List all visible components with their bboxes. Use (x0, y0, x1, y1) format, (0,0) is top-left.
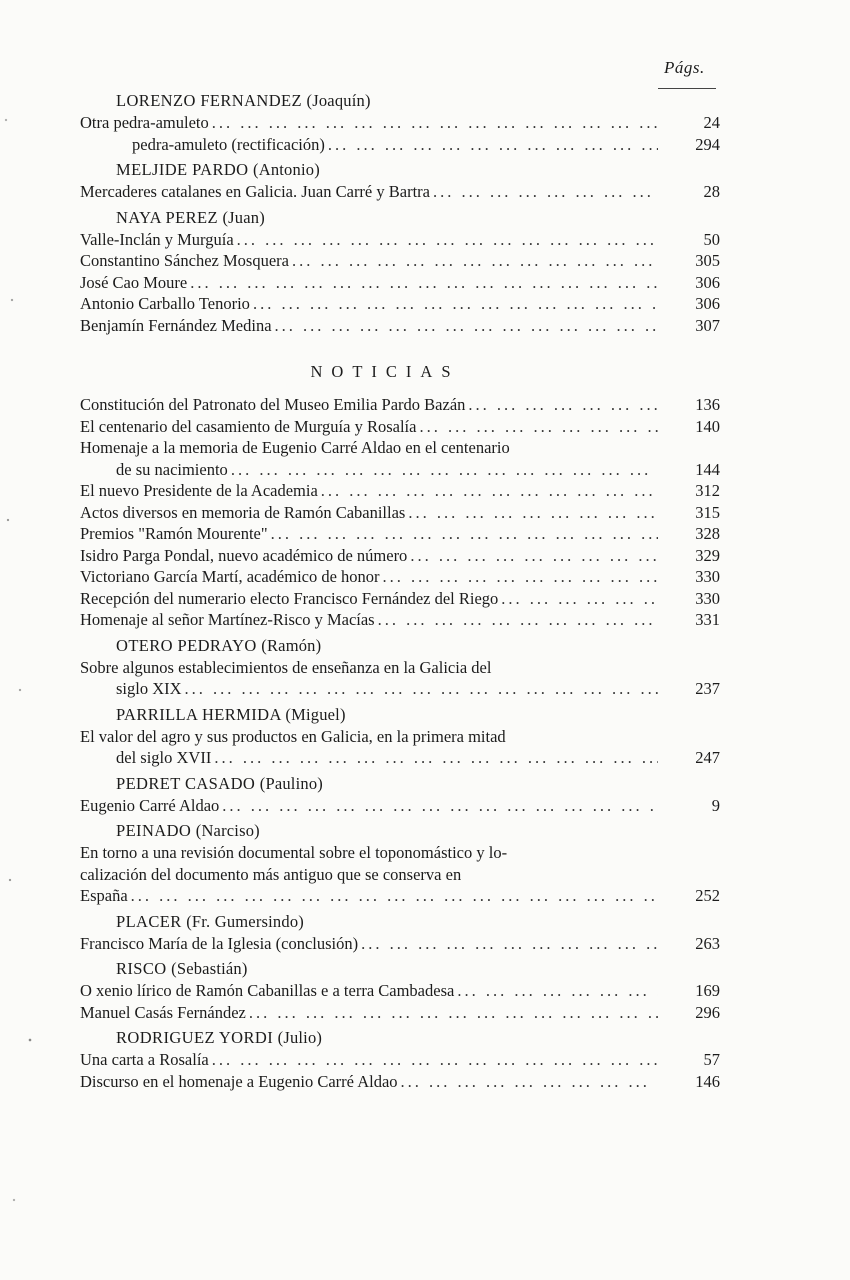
author-surname: LORENZO FERNANDEZ (116, 91, 302, 110)
scan-margin-specks (0, 0, 40, 1280)
entry-title: España (80, 886, 128, 905)
author-heading (116, 90, 720, 112)
noticias-heading: NOTICIAS (310, 362, 460, 381)
entry-continuation (80, 459, 720, 481)
entry-page: 296 (695, 1002, 720, 1022)
dot-leader (131, 885, 658, 907)
author-surname: RODRIGUEZ YORDI (116, 1028, 274, 1047)
dot-leader (408, 502, 658, 524)
entry-page: 307 (695, 315, 720, 335)
author-surname: PARRILLA HERMIDA (116, 704, 281, 724)
entry-title-line: El valor del agro y sus productos en Galicia, en la primera mitad (80, 726, 506, 746)
entry-page: 315 (695, 502, 720, 522)
entry-title: Francisco María de la Iglesia (conclusión) (80, 933, 359, 953)
dot-leader (328, 134, 658, 156)
author-given-name: (Juan) (222, 207, 265, 227)
dot-leader (292, 250, 658, 272)
dot-leader (253, 293, 658, 315)
index-entry (80, 545, 720, 567)
entry-continuation (80, 678, 720, 700)
dot-leader (222, 795, 658, 817)
entry-page: 24 (703, 113, 720, 132)
entry-page: 330 (695, 588, 720, 608)
dot-leader (190, 272, 658, 294)
entry-continuation (80, 747, 720, 769)
index-entry (80, 795, 720, 817)
entry-page: 312 (695, 481, 720, 500)
index-entry (80, 933, 720, 955)
author-given-name: (Julio) (277, 1028, 323, 1047)
author-given-name: (Joaquín) (306, 91, 371, 110)
index-entry (80, 416, 720, 438)
dot-leader (271, 523, 658, 545)
entry-page: 140 (695, 416, 720, 436)
entry-page: 306 (695, 272, 720, 292)
author-surname: OTERO PEDRAYO (116, 635, 257, 655)
index-entry (80, 502, 720, 524)
entry-page: 329 (695, 545, 720, 565)
index-entry (80, 1002, 720, 1024)
entry-title: Homenaje al señor Martínez-Risco y Macías (80, 610, 375, 629)
index-entry (80, 134, 720, 156)
author-surname: PEDRET CASADO (116, 773, 256, 793)
entry-title-line: En torno a una revisión documental sobre el toponomástico y lo- (80, 843, 508, 862)
author-surname: PEINADO (116, 821, 192, 840)
entry-title: Eugenio Carré Aldao (80, 795, 220, 815)
index-content (80, 86, 720, 1092)
entry-continuation (80, 885, 720, 907)
entry-title: Isidro Parga Pondal, nuevo académico de número (80, 545, 408, 565)
pages-column-label: Págs. (664, 58, 705, 77)
index-entry (80, 566, 720, 588)
dot-leader (410, 545, 658, 567)
entry-page: 169 (695, 981, 720, 1000)
dot-leader (457, 980, 658, 1002)
entry-page: 305 (695, 251, 720, 270)
entry-title: Mercaderes catalanes en Galicia. Juan Carré y Bartra (80, 182, 430, 201)
index-entry (80, 272, 720, 294)
index-entry-multiline (80, 842, 720, 907)
entry-title: Recepción del numerario electo Francisco Fernández del Riego (80, 588, 499, 608)
author-given-name: (Sebastián) (171, 959, 248, 978)
index-entry (80, 394, 720, 416)
dot-leader (419, 416, 658, 438)
index-entry-multiline (80, 726, 720, 769)
dot-leader (212, 112, 658, 134)
entry-page: 57 (703, 1050, 720, 1069)
index-entry-multiline (80, 657, 720, 700)
dot-leader (433, 181, 658, 203)
entry-title-line: calización del documento más antiguo que se conserva en (80, 864, 462, 884)
entry-title: Victoriano García Martí, académico de honor (80, 567, 380, 586)
index-entry-multiline (80, 437, 720, 480)
dot-leader (501, 588, 658, 610)
entry-page: 237 (695, 679, 720, 698)
dot-leader (212, 1049, 658, 1071)
entry-title: Constitución del Patronato del Museo Emilia Pardo Bazán (80, 395, 466, 414)
entry-title: del siglo XVII (116, 748, 212, 767)
index-entry (80, 181, 720, 203)
dot-leader (383, 566, 658, 588)
entry-title: siglo XIX (116, 679, 182, 698)
entry-title: Premios "Ramón Mourente" (80, 524, 268, 543)
entry-page: 146 (695, 1071, 720, 1091)
author-given-name: (Narciso) (195, 821, 260, 840)
entry-title: Benjamín Fernández Medina (80, 315, 272, 335)
dot-leader (214, 747, 658, 769)
author-given-name: (Paulino) (259, 773, 323, 793)
entry-title: Discurso en el homenaje a Eugenio Carré Aldao (80, 1071, 398, 1091)
entry-page: 294 (695, 134, 720, 154)
author-heading (116, 773, 720, 795)
author-surname: PLACER (116, 911, 182, 931)
entry-title: El centenario del casamiento de Murguía y Rosalía (80, 416, 417, 436)
entry-title: José Cao Moure (80, 272, 188, 292)
author-given-name: (Miguel) (285, 704, 346, 724)
entry-title: pedra-amuleto (rectificación) (132, 134, 325, 154)
entry-page: 247 (695, 748, 720, 767)
index-entry (80, 480, 720, 502)
entry-title: Manuel Casás Fernández (80, 1002, 246, 1022)
index-entry (80, 1049, 720, 1071)
entry-title: Otra pedra-amuleto (80, 113, 209, 132)
entry-title: O xenio lírico de Ramón Cabanillas e a terra Cambadesa (80, 981, 455, 1000)
index-entry (80, 229, 720, 251)
entry-title: El nuevo Presidente de la Academia (80, 481, 318, 500)
index-entry (80, 980, 720, 1002)
author-heading (116, 635, 720, 657)
entry-page: 330 (695, 567, 720, 586)
author-heading (116, 958, 720, 980)
entry-page: 144 (695, 459, 720, 479)
author-heading (116, 704, 720, 726)
entry-page: 9 (711, 795, 720, 815)
index-entry (80, 315, 720, 337)
entry-page: 306 (695, 294, 720, 313)
index-entry (80, 293, 720, 315)
author-heading (116, 911, 720, 933)
index-entry (80, 588, 720, 610)
entry-title: Constantino Sánchez Mosquera (80, 251, 289, 270)
index-entry (80, 112, 720, 134)
entry-title: Una carta a Rosalía (80, 1050, 209, 1069)
dot-leader (185, 678, 658, 700)
author-surname: NAYA PEREZ (116, 207, 218, 227)
entry-page: 252 (695, 886, 720, 905)
entry-title: Valle-Inclán y Murguía (80, 229, 234, 249)
dot-leader (321, 480, 658, 502)
author-heading (116, 1027, 720, 1049)
entry-page: 331 (695, 610, 720, 629)
author-heading (116, 159, 720, 181)
author-given-name: (Antonio) (253, 160, 320, 179)
entry-page: 28 (703, 182, 720, 201)
entry-page: 263 (695, 933, 720, 953)
entry-title-line: Sobre algunos establecimientos de enseñanza en la Galicia del (80, 657, 492, 677)
author-given-name: (Fr. Gumersindo) (186, 911, 304, 931)
author-surname: MELJIDE PARDO (116, 160, 249, 179)
dot-leader (231, 459, 658, 481)
index-entry (80, 609, 720, 631)
entry-title: Actos diversos en memoria de Ramón Cabanillas (80, 502, 406, 522)
dot-leader (237, 229, 658, 251)
index-entry (80, 523, 720, 545)
dot-leader (468, 394, 658, 416)
dot-leader (361, 933, 658, 955)
entry-page: 328 (695, 524, 720, 543)
entry-page: 50 (703, 229, 720, 249)
entry-page: 136 (695, 395, 720, 414)
author-heading (116, 820, 720, 842)
index-entry (80, 1071, 720, 1093)
dot-leader (275, 315, 658, 337)
author-heading (116, 207, 720, 229)
entry-title: Antonio Carballo Tenorio (80, 294, 250, 313)
dot-leader (401, 1071, 658, 1093)
index-entry (80, 250, 720, 272)
dot-leader (378, 609, 658, 631)
entry-title: de su nacimiento (116, 459, 228, 479)
author-given-name: (Ramón) (261, 635, 322, 655)
dot-leader (249, 1002, 658, 1024)
entry-title-line: Homenaje a la memoria de Eugenio Carré Aldao en el centenario (80, 438, 510, 457)
author-surname: RISCO (116, 959, 167, 978)
